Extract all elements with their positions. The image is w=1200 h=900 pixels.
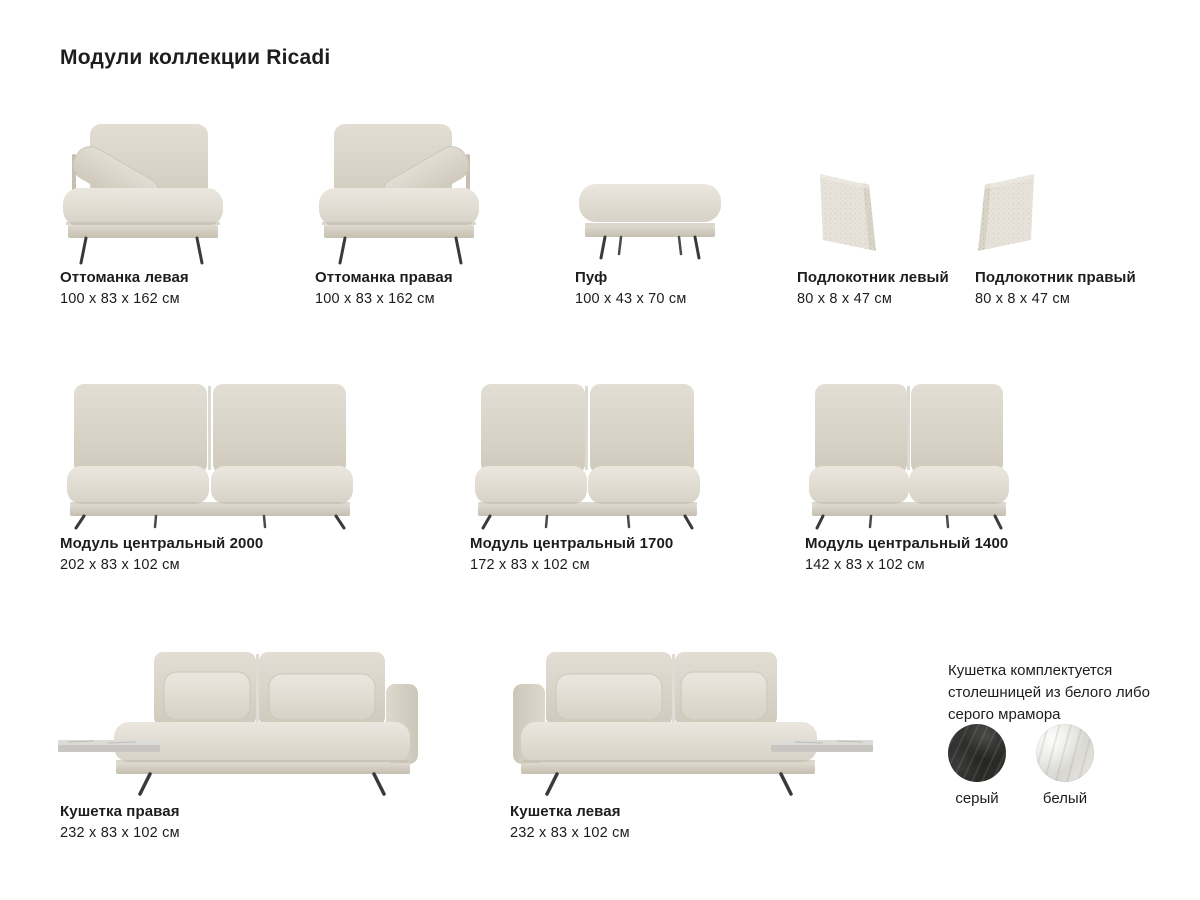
product-dims: 80 x 8 x 47 см xyxy=(975,291,1070,307)
card-central-2000 xyxy=(60,374,365,584)
product-dims: 100 x 43 x 70 см xyxy=(575,291,687,307)
central-1700-illustration xyxy=(470,374,710,530)
card-armrest-right xyxy=(975,108,1140,318)
product-dims: 232 x 83 x 102 см xyxy=(510,825,630,841)
card-central-1700 xyxy=(470,374,710,584)
product-dims: 100 x 83 x 162 см xyxy=(60,291,180,307)
grey-marble-circle xyxy=(948,724,1006,782)
product-name: Подлокотник левый xyxy=(797,269,949,286)
swatch-grey-label: серый xyxy=(955,790,999,807)
armrest-right-illustration xyxy=(975,108,1140,254)
card-ottoman-left xyxy=(60,108,235,318)
swatch-white-marble xyxy=(1036,724,1094,807)
product-name: Подлокотник правый xyxy=(975,269,1136,286)
swatch-white-label: белый xyxy=(1042,790,1088,807)
card-armrest-left xyxy=(797,108,962,318)
product-dims: 172 x 83 x 102 см xyxy=(470,557,590,573)
card-couch-right xyxy=(58,642,428,852)
card-pouf xyxy=(575,108,735,318)
armrest-left-illustration xyxy=(797,108,962,254)
swatch-grey-marble xyxy=(948,724,1006,807)
card-ottoman-right xyxy=(315,108,490,318)
product-dims: 100 x 83 x 162 см xyxy=(315,291,435,307)
card-central-1400 xyxy=(805,374,1017,584)
couch-tabletop-note: Кушетка комплектуется столешницей из белого либо серого мрамора xyxy=(948,662,1150,723)
pouf-illustration xyxy=(575,108,735,260)
ottoman-right-illustration xyxy=(315,108,490,266)
couch-left-illustration xyxy=(508,642,878,796)
product-name: Кушетка правая xyxy=(60,803,180,820)
central-2000-illustration xyxy=(60,374,365,530)
card-couch-left xyxy=(508,642,878,852)
product-name: Модуль центральный 1700 xyxy=(470,535,674,552)
product-name: Модуль центральный 2000 xyxy=(60,535,264,552)
product-dims: 232 x 83 x 102 см xyxy=(60,825,180,841)
page-title: Модули коллекции Ricadi xyxy=(60,46,331,69)
central-1400-illustration xyxy=(805,374,1017,530)
product-name: Оттоманка левая xyxy=(60,269,189,286)
product-name: Пуф xyxy=(575,269,608,286)
product-dims: 80 x 8 x 47 см xyxy=(797,291,892,307)
product-name: Оттоманка правая xyxy=(315,269,453,286)
product-name: Модуль центральный 1400 xyxy=(805,535,1009,552)
couch-right-illustration xyxy=(58,642,428,796)
product-dims: 202 x 83 x 102 см xyxy=(60,557,180,573)
product-name: Кушетка левая xyxy=(510,803,621,820)
product-dims: 142 x 83 x 102 см xyxy=(805,557,925,573)
ottoman-left-illustration xyxy=(60,108,235,266)
white-marble-circle xyxy=(1036,724,1094,782)
